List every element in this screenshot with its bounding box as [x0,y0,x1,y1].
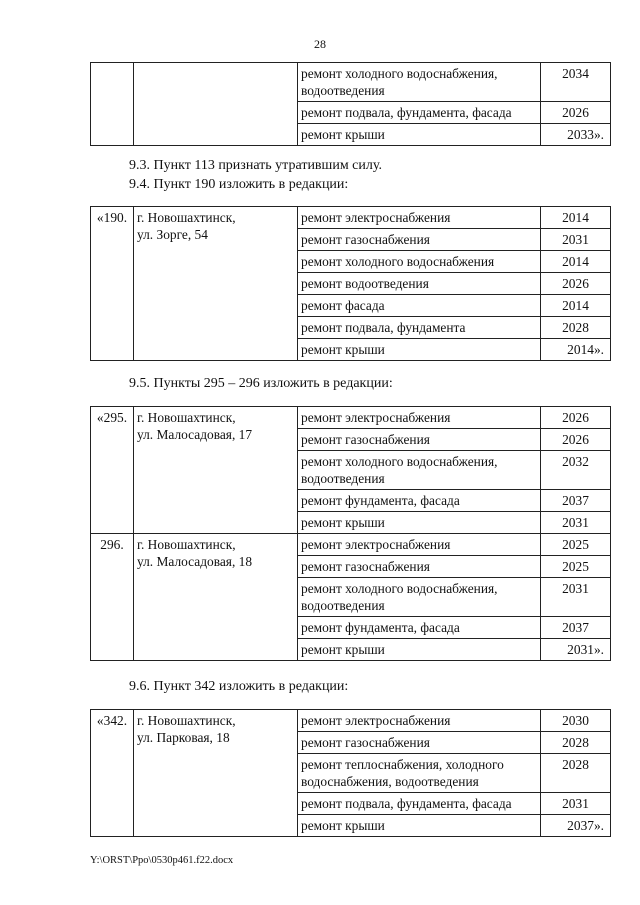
work-cell: ремонт холодного водоснабжения, водоотведения [298,63,541,102]
work-cell: ремонт подвала, фундамента, фасада [298,102,541,124]
page-number: 28 [314,37,326,51]
work-cell: ремонт подвала, фундамента [298,317,541,339]
work-cell: ремонт крыши [298,815,541,837]
work-cell: ремонт холодного водоснабжения, водоотведения [298,578,541,617]
year-cell: 2026 [541,273,611,295]
year-cell: 2030 [541,710,611,732]
year-cell: 2034 [541,63,611,102]
year-cell: 2031 [541,512,611,534]
year-cell: 2026 [541,429,611,451]
work-cell: ремонт электроснабжения [298,534,541,556]
address-cell [134,407,298,534]
year-cell: 2014 [541,295,611,317]
year-cell: 2014 [541,251,611,273]
year-cell: 2028 [541,754,611,793]
address-city: г. Новошахтинск, [137,713,236,728]
work-cell: ремонт газоснабжения [298,556,541,578]
year-cell: 2028 [541,317,611,339]
work-cell: ремонт крыши [298,339,541,361]
table-row [91,710,611,732]
table-item-342 [90,709,611,837]
year-cell: 2037». [541,815,611,837]
address-cell [134,207,298,361]
year-cell: 2033». [541,124,611,146]
table-row [91,207,611,229]
address-cell [134,710,298,837]
footer-file-path: Y:\ORST\Ppo\0530p461.f22.docx [90,855,234,866]
table-row [91,63,611,102]
year-cell: 2031 [541,578,611,617]
year-cell: 2032 [541,451,611,490]
year-cell: 2031 [541,793,611,815]
work-cell: ремонт фасада [298,295,541,317]
work-cell: ремонт крыши [298,512,541,534]
paragraph-9-6: 9.6. Пункт 342 изложить в редакции: [129,679,349,694]
address-street: ул. Парковая, 18 [137,730,230,745]
year-cell: 2026 [541,102,611,124]
item-number-cell: «295. [91,407,134,534]
address-cell [134,534,298,661]
item-number-cell: «342. [91,710,134,837]
year-cell: 2014 [541,207,611,229]
work-cell: ремонт электроснабжения [298,207,541,229]
work-cell: ремонт газоснабжения [298,732,541,754]
year-cell: 2026 [541,407,611,429]
table-item-190 [90,206,611,361]
table-items-295-296 [90,406,611,661]
address-street: ул. Малосадовая, 18 [137,554,253,569]
address-city: г. Новошахтинск, [137,210,236,225]
paragraph-9-3: 9.3. Пункт 113 признать утратившим силу. [129,158,382,173]
year-cell: 2031 [541,229,611,251]
work-cell: ремонт фундамента, фасада [298,490,541,512]
work-cell: ремонт газоснабжения [298,229,541,251]
address-street: ул. Зорге, 54 [137,227,208,242]
work-cell: ремонт электроснабжения [298,407,541,429]
work-cell: ремонт газоснабжения [298,429,541,451]
address-city: г. Новошахтинск, [137,537,236,552]
address-cell [134,63,298,146]
year-cell: 2037 [541,490,611,512]
table-row [91,534,611,556]
year-cell: 2031». [541,639,611,661]
work-cell: ремонт электроснабжения [298,710,541,732]
address-street: ул. Малосадовая, 17 [137,427,253,442]
table-continuation [90,62,611,146]
item-number-cell: «190. [91,207,134,361]
work-cell: ремонт крыши [298,639,541,661]
work-cell: ремонт водоотведения [298,273,541,295]
item-number-cell [91,63,134,146]
item-number-cell: 296. [91,534,134,661]
work-cell: ремонт холодного водоснабжения, водоотведения [298,451,541,490]
year-cell: 2025 [541,556,611,578]
year-cell: 2037 [541,617,611,639]
work-cell: ремонт фундамента, фасада [298,617,541,639]
table-row [91,407,611,429]
year-cell: 2014». [541,339,611,361]
address-city: г. Новошахтинск, [137,410,236,425]
work-cell: ремонт крыши [298,124,541,146]
work-cell: ремонт холодного водоснабжения [298,251,541,273]
year-cell: 2025 [541,534,611,556]
year-cell: 2028 [541,732,611,754]
work-cell: ремонт теплоснабжения, холодного водоснабжения, водоотведения [298,754,541,793]
paragraph-9-5: 9.5. Пункты 295 – 296 изложить в редакции: [129,376,393,391]
work-cell: ремонт подвала, фундамента, фасада [298,793,541,815]
paragraph-9-4: 9.4. Пункт 190 изложить в редакции: [129,177,349,192]
